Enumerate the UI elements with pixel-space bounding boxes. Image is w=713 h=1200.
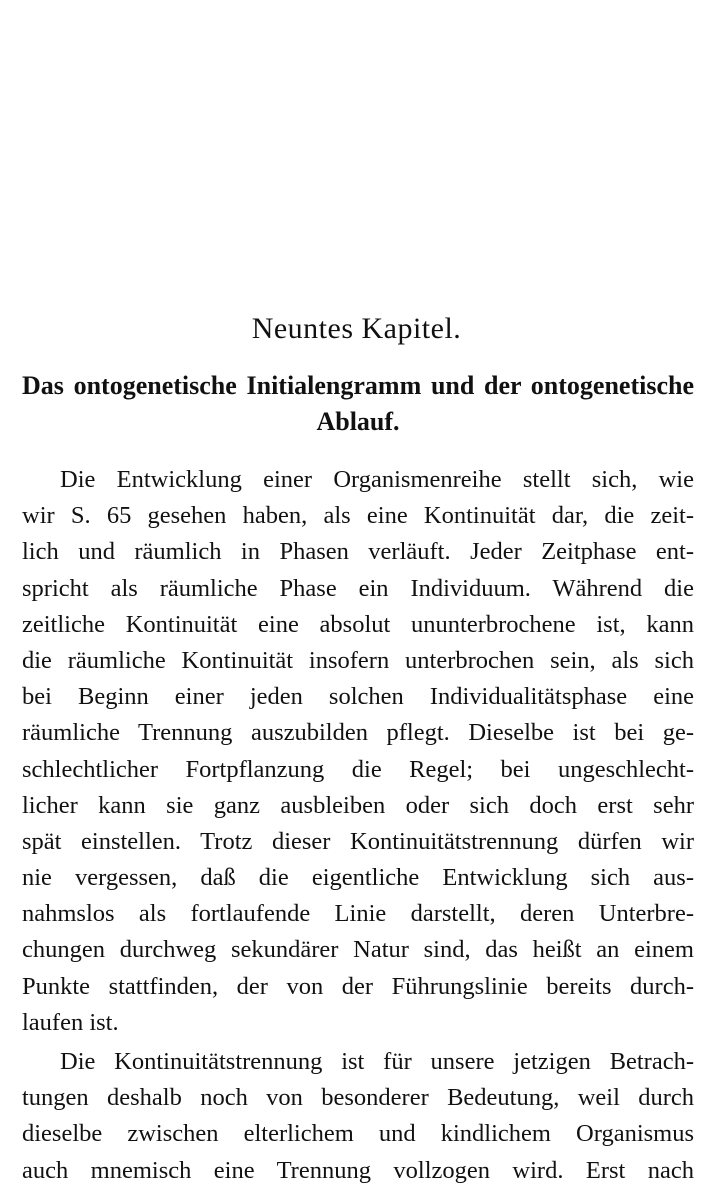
text-line: lich und räumlich in Phasen verläuft. Jeder Zeitphase ent- <box>22 538 694 566</box>
text-line: nahmslos als fortlaufende Linie darstellt, deren Unterbre- <box>22 900 694 928</box>
paragraph-2 <box>22 1044 694 1189</box>
text-line: wir S. 65 gesehen haben, als eine Kontinuität dar, die zeit- <box>22 502 694 530</box>
chapter-heading <box>22 368 694 440</box>
text-line: tungen deshalb noch von besonderer Bedeutung, weil durch <box>22 1084 694 1112</box>
text-line: laufen ist. <box>22 1008 119 1036</box>
text-line: spricht als räumliche Phase ein Individuum. Während die <box>22 574 694 602</box>
text-line: die räumliche Kontinuität insofern unterbrochen sein, als sich <box>22 646 694 674</box>
paragraph-1 <box>22 462 694 1041</box>
text-line: Punkte stattfinden, der von der Führungslinie bereits durch- <box>22 972 694 1000</box>
text-line: auch mnemisch eine Trennung vollzogen wird. Erst nach <box>22 1156 694 1184</box>
text-line: dieselbe zwischen elterlichem und kindlichem Organismus <box>22 1120 694 1148</box>
text-line: schlechtlicher Fortpflanzung die Regel; bei ungeschlecht- <box>22 755 694 783</box>
text-line: räumliche Trennung auszubilden pflegt. Dieselbe ist bei ge- <box>22 719 694 747</box>
text-line: spät einstellen. Trotz dieser Kontinuitätstrennung dürfen wir <box>22 827 694 855</box>
text-line: chungen durchweg sekundärer Natur sind, das heißt an einem <box>22 936 694 964</box>
text-line: licher kann sie ganz ausbleiben oder sich doch erst sehr <box>22 791 694 819</box>
text-line: bei Beginn einer jeden solchen Individualitätsphase eine <box>22 683 694 711</box>
text-line: zeitliche Kontinuität eine absolut ununterbrochene ist, kann <box>22 610 694 638</box>
text-line: nie vergessen, daß die eigentliche Entwicklung sich aus- <box>22 864 694 892</box>
heading-line: Das ontogenetische Initialengramm und der ontogenetische <box>22 371 694 400</box>
text-line: Die Entwicklung einer Organismenreihe stellt sich, wie <box>60 466 694 493</box>
text-line: Die Kontinuitätstrennung ist für unsere jetzigen Betrach- <box>60 1048 694 1075</box>
body-text <box>22 462 694 1189</box>
chapter-title: Neuntes Kapitel. <box>251 312 462 345</box>
heading-line: Ablauf. <box>316 407 400 436</box>
